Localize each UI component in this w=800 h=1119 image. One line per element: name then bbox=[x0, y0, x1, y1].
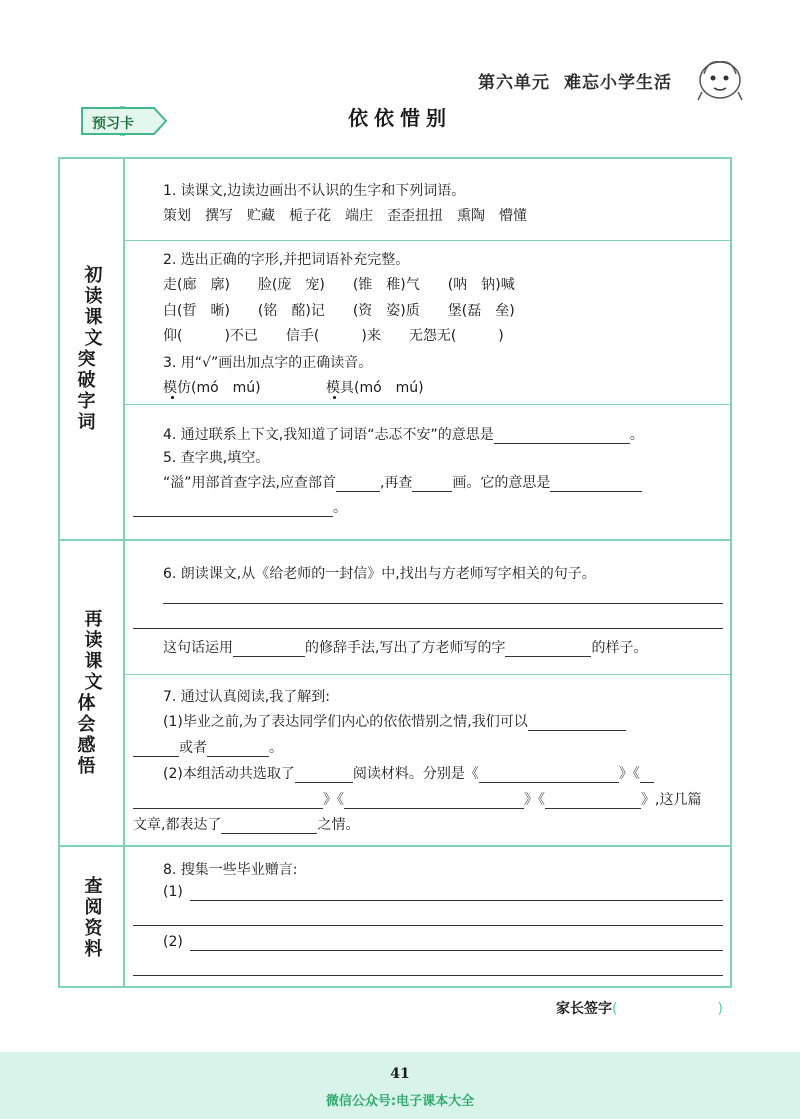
q8-prompt: 8. 搜集一些毕业赠言: bbox=[163, 862, 298, 878]
q1-prompt: 1. 读课文,边读边画出不认识的生字和下列词语。 bbox=[163, 183, 466, 199]
q1-words: 策划 撰写 贮藏 栀子花 端庄 歪歪扭扭 熏陶 懵懂 bbox=[163, 208, 527, 224]
emphasis-dot bbox=[333, 396, 336, 399]
q7-method-blank-1[interactable] bbox=[528, 716, 626, 731]
q6-description-blank[interactable] bbox=[505, 642, 591, 657]
q3-prompt: 3. 用“√”画出加点字的正确读音。 bbox=[163, 355, 373, 371]
q7-s2-line: (2)本组活动共选取了 阅读材料。分别是《 》《 bbox=[163, 763, 654, 783]
q7-feeling-blank[interactable] bbox=[221, 819, 317, 834]
q5-meaning-blank-2[interactable] bbox=[133, 502, 333, 517]
q7-s1-line-2: 或者 。 bbox=[133, 737, 283, 757]
preview-tag: 预习卡 bbox=[92, 116, 134, 132]
section-label-second-read: 再读课文 体会感悟 bbox=[74, 609, 103, 777]
q7-s3-line: 文章,都表达了 之情。 bbox=[133, 817, 360, 833]
q3-option-b: 模具(mó mú) bbox=[326, 380, 424, 396]
section-label-research: 查阅资料 bbox=[81, 875, 103, 960]
q5-line: “溢”用部首查字法,应查部首 ,再查 画。它的意思是 bbox=[163, 472, 642, 492]
q5-meaning-blank[interactable] bbox=[550, 477, 642, 492]
q4-line: 4. 通过联系上下文,我知道了词语“忐忑不安”的意思是 。 bbox=[163, 427, 644, 443]
q5-radical-blank[interactable] bbox=[336, 477, 380, 492]
q7-title-blank-4[interactable] bbox=[545, 794, 641, 809]
q6-prompt: 6. 朗读课文,从《给老师的一封信》中,找出与方老师写字相关的句子。 bbox=[163, 566, 596, 582]
q5-strokes-blank[interactable] bbox=[412, 477, 452, 492]
parent-signature: 家长签字( ) bbox=[556, 1001, 723, 1017]
q7-prompt: 7. 通过认真阅读,我了解到: bbox=[163, 689, 330, 705]
q7-title-blank-2a[interactable] bbox=[640, 768, 654, 783]
q8-answer-line[interactable] bbox=[133, 925, 723, 926]
q2-row2: 白(晢 晰) (铭 酩)记 (资 姿)质 堡(磊 垒) bbox=[163, 303, 515, 319]
q6-answer-line[interactable] bbox=[163, 603, 723, 604]
q8-answer-line[interactable] bbox=[133, 975, 723, 976]
footer-text: 微信公众号:电子课本大全 bbox=[325, 1094, 475, 1109]
page-number: 41 bbox=[390, 1066, 410, 1082]
q8-answer-line[interactable] bbox=[190, 900, 723, 901]
unit-header bbox=[478, 68, 672, 93]
emphasis-dot bbox=[171, 396, 174, 399]
q8-answer-line[interactable] bbox=[190, 950, 723, 951]
section-label-first-read: 初读课文 突破字词 bbox=[74, 265, 103, 433]
q2-prompt: 2. 选出正确的字形,并把词语补充完整。 bbox=[163, 252, 410, 268]
q8-item-2: (2) bbox=[163, 934, 183, 950]
q7-title-blank-3[interactable] bbox=[344, 794, 524, 809]
q3-option-a: 模仿(mó mú) bbox=[163, 380, 261, 396]
page-title: 依依惜别 bbox=[348, 106, 452, 130]
q5-prompt: 5. 查字典,填空。 bbox=[163, 450, 270, 466]
q6-rhetoric-blank[interactable] bbox=[233, 642, 305, 657]
q7-title-blank-1[interactable] bbox=[479, 768, 619, 783]
q5-line-2: 。 bbox=[133, 497, 347, 517]
q7-method-blank-1b[interactable] bbox=[133, 742, 179, 757]
q8-item-1: (1) bbox=[163, 884, 183, 900]
q7-s1-line: (1)毕业之前,为了表达同学们内心的依依惜别之情,我们可以 bbox=[163, 711, 626, 731]
q7-method-blank-2[interactable] bbox=[207, 742, 269, 757]
q6-line: 这句话运用 的修辞手法,写出了方老师写的字 的样子。 bbox=[163, 640, 648, 656]
q7-title-blank-2b[interactable] bbox=[133, 794, 323, 809]
q7-s2-line-2: 》《 》《 》,这几篇 bbox=[133, 789, 701, 809]
q7-count-blank[interactable] bbox=[295, 768, 353, 783]
unit-title: 难忘小学生活 bbox=[564, 73, 672, 93]
q2-row1: 走(廊 廓) 脸(庞 宠) (锥 稚)气 (呐 钠)喊 bbox=[163, 277, 515, 293]
unit-number: 第六单元 bbox=[478, 73, 550, 93]
q2-row3: 仰( )不已 信手( )来 无怨无( ) bbox=[163, 328, 504, 344]
q6-answer-line[interactable] bbox=[133, 628, 723, 629]
mascot-icon bbox=[694, 52, 746, 104]
q4-answer-blank[interactable] bbox=[494, 429, 630, 444]
